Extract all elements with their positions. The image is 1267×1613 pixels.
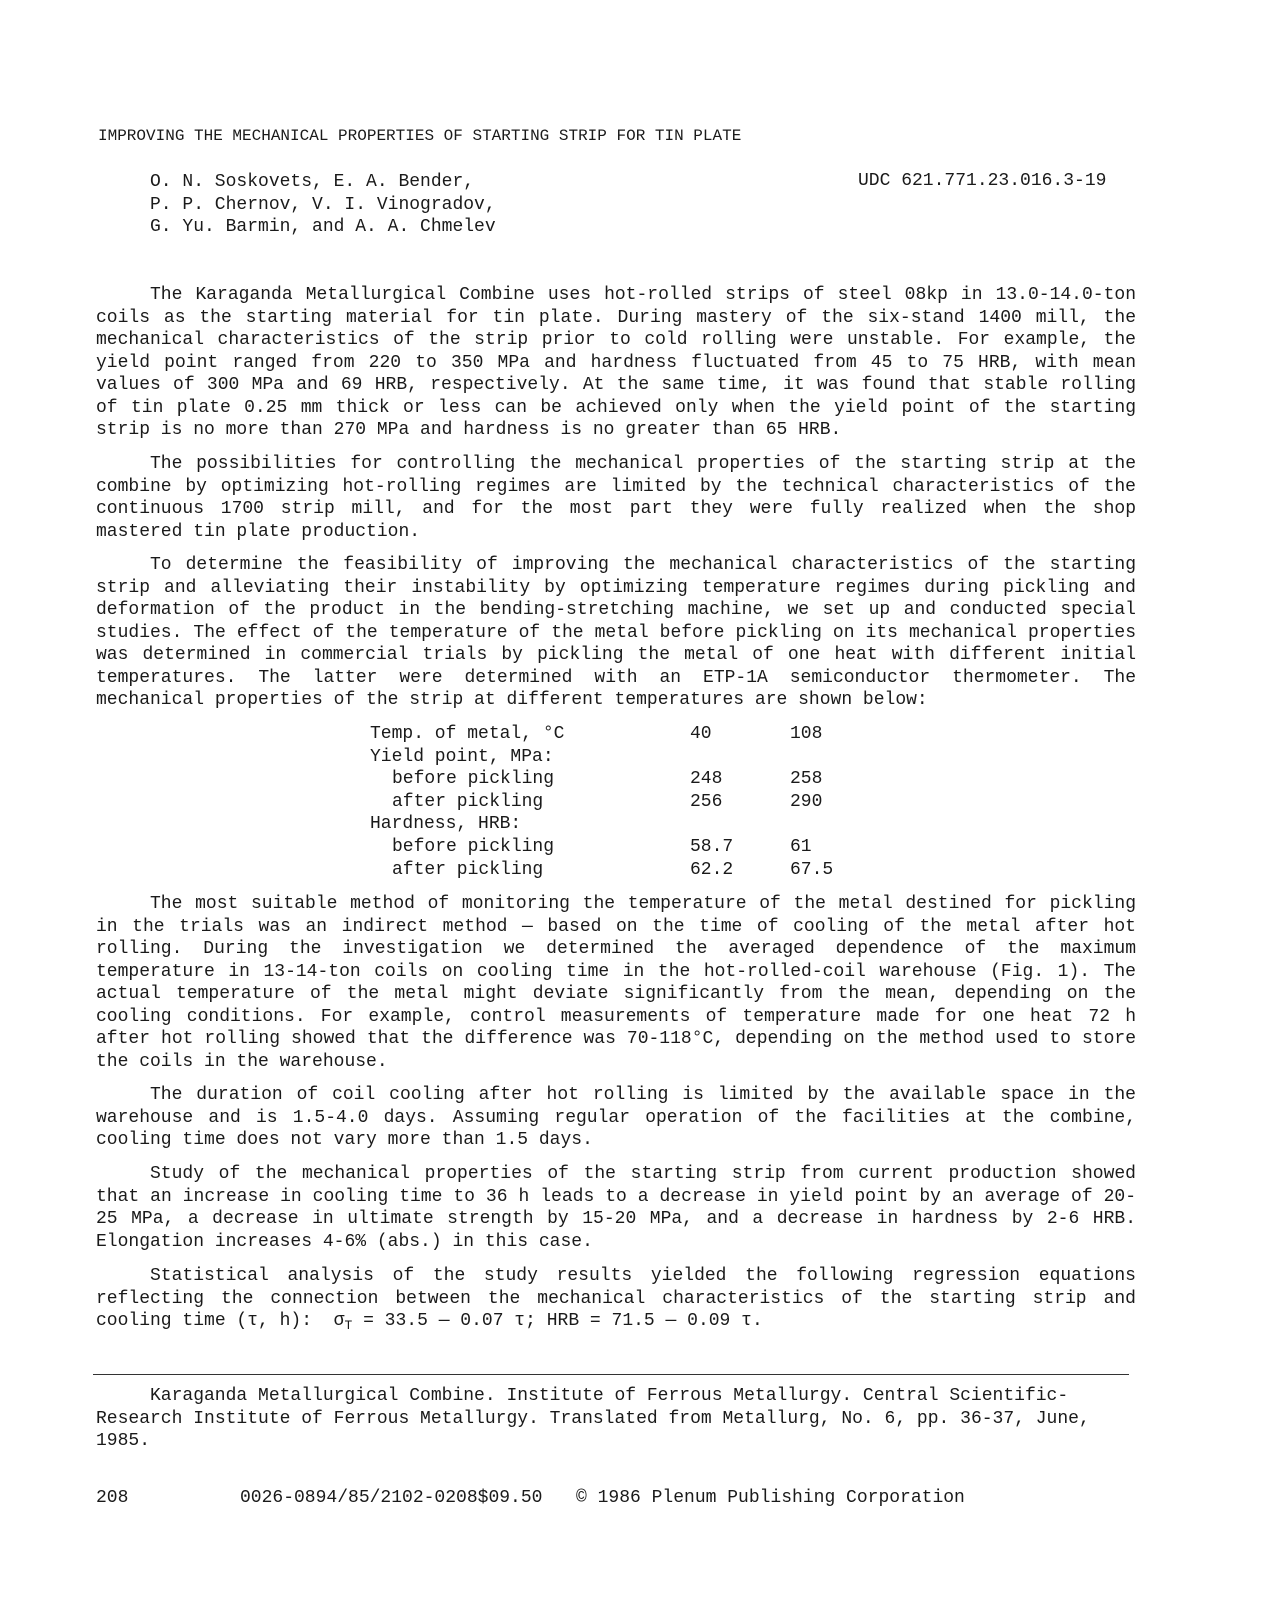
cell-value: 258 bbox=[790, 769, 823, 790]
body-paragraph: The possibilities for controlling the mechanical properties of the starting strip at the combine by optimizing hot-rolling regimes are limited by the technical characteristics of the continuous 1700 strip mill, and for the most part they were fully realized when the shop mastered tin plate production. bbox=[96, 454, 1136, 542]
cell-value: 248 bbox=[690, 769, 723, 790]
row-label: before pickling bbox=[392, 769, 555, 790]
author-list bbox=[150, 171, 496, 239]
cell-value: 40 bbox=[690, 724, 712, 744]
cell-value: 256 bbox=[690, 791, 723, 812]
body-paragraph: To determine the feasibility of improving the mechanical characteristics of the starting strip and alleviating their instability by optimizing temperature regimes during pickling and deformation of the product in the bending-stretching machine, we set up and conducted special studies. The effect of the temperature of the metal before pickling on its mechanical properties was determined in commercial trials by pickling the metal of one heat with different initial temperatures. The latter were determined with an ETP-1A semiconductor thermometer. The mechanical properties of the strip at different temperatures are shown below: bbox=[96, 555, 1136, 710]
author-line: P. P. Chernov, V. I. Vinogradov, bbox=[150, 194, 496, 215]
cell-value: 61 bbox=[790, 836, 812, 857]
body-paragraph bbox=[96, 1265, 1136, 1338]
table-row bbox=[370, 768, 870, 791]
row-label: Temp. of metal, °C bbox=[370, 724, 565, 744]
cell-value: 62.2 bbox=[690, 859, 734, 880]
author-line: O. N. Soskovets, E. A. Bender, bbox=[150, 172, 475, 192]
article-title: IMPROVING THE MECHANICAL PROPERTIES OF STARTING STRIP FOR TIN PLATE bbox=[98, 127, 742, 145]
regression-equation bbox=[334, 1311, 763, 1331]
journal-code: 0026-0894/85/2102-0208$09.50 bbox=[240, 1488, 543, 1508]
group-label: Yield point, MPa: bbox=[370, 746, 554, 767]
footnote-divider bbox=[93, 1374, 1129, 1375]
table-row bbox=[370, 791, 870, 814]
sigma-symbol: σ bbox=[333, 1311, 345, 1331]
body-paragraph: The duration of coil cooling after hot rolling is limited by the available space in the warehouse and is 1.5-4.0 days. Assuming regular operation of the facilities at the combine, cooling time does not vary more than 1.5 days. bbox=[96, 1085, 1136, 1150]
table-row bbox=[370, 859, 870, 882]
body-paragraph: Study of the mechanical properties of the starting strip from current production showed that an increase in cooling time to 36 h leads to a decrease in yield point by an average of 20-25 MPa, a decrease in ultimate strength by 15-20 MPa, and a decrease in hardness by 2-6 HRB. Elongation increases 4-6% (abs.) in this case. bbox=[96, 1164, 1136, 1252]
page-number: 208 bbox=[96, 1488, 129, 1508]
cell-value: 290 bbox=[790, 791, 823, 812]
body-paragraph: The Karaganda Metallurgical Combine uses hot-rolled strips of steel 08kp in 13.0-14.0-ton coils as the starting material for tin plate. During mastery of the six-stand 1400 mill, the mechanical characteristics of the strip prior to cold rolling were unstable. For example, the yield point ranged from 220 to 350 MPa and hardness fluctuated from 45 to 75 HRB, with mean values of 300 MPa and 69 HRB, respectively. At the same time, it was found that stable rolling of tin plate 0.25 mm thick or less can be achieved only when the yield point of the starting strip is no more than 270 MPa and hardness is no greater than 65 HRB. bbox=[96, 285, 1136, 440]
cell-value: 67.5 bbox=[790, 859, 834, 880]
property-table bbox=[370, 723, 870, 881]
body-paragraph: The most suitable method of monitoring the temperature of the metal destined for pickling in the trials was an indirect method — based on the time of cooling of the metal after hot rolling. During the investigation we determined the averaged dependence of the maximum temperature in 13-14-ton coils on cooling time in the hot-rolled-coil warehouse (Fig. 1). The actual temperature of the metal might deviate significantly from the mean, depending on the cooling conditions. For example, control measurements of temperature made for one heat 72 h after hot rolling showed that the difference was 70-118°C, depending on the method used to store the coils in the warehouse. bbox=[96, 894, 1136, 1072]
row-label: before pickling bbox=[392, 836, 555, 857]
equation-text: = 33.5 — 0.07 τ; HRB = 71.5 — 0.09 τ. bbox=[352, 1311, 763, 1331]
table-row bbox=[370, 746, 870, 769]
sigma-subscript: T bbox=[344, 1318, 353, 1333]
row-label: after pickling bbox=[392, 791, 544, 812]
copyright-notice: © 1986 Plenum Publishing Corporation bbox=[576, 1488, 965, 1508]
cell-value: 58.7 bbox=[690, 836, 734, 857]
row-label: after pickling bbox=[392, 859, 544, 880]
group-label: Hardness, HRB: bbox=[370, 814, 522, 835]
table-row bbox=[370, 813, 870, 836]
footnote: Karaganda Metallurgical Combine. Institute of Ferrous Metallurgy. Central Scientific-Research Institute of Ferrous Metallurgy. Translated from Metallurg, No. 6, pp. 36-37, June, 1985. bbox=[96, 1386, 1090, 1451]
table-row bbox=[370, 836, 870, 859]
paragraph-text: Statistical analysis of the study results yielded the following regression equations reflecting the connection between the mechanical characteristics of the starting strip and cooling time (τ, h): bbox=[96, 1266, 1136, 1331]
table-row bbox=[370, 723, 870, 746]
udc-code: UDC 621.771.23.016.3-19 bbox=[858, 171, 1107, 191]
cell-value: 108 bbox=[790, 724, 823, 744]
author-line: G. Yu. Barmin, and A. A. Chmelev bbox=[150, 217, 496, 237]
